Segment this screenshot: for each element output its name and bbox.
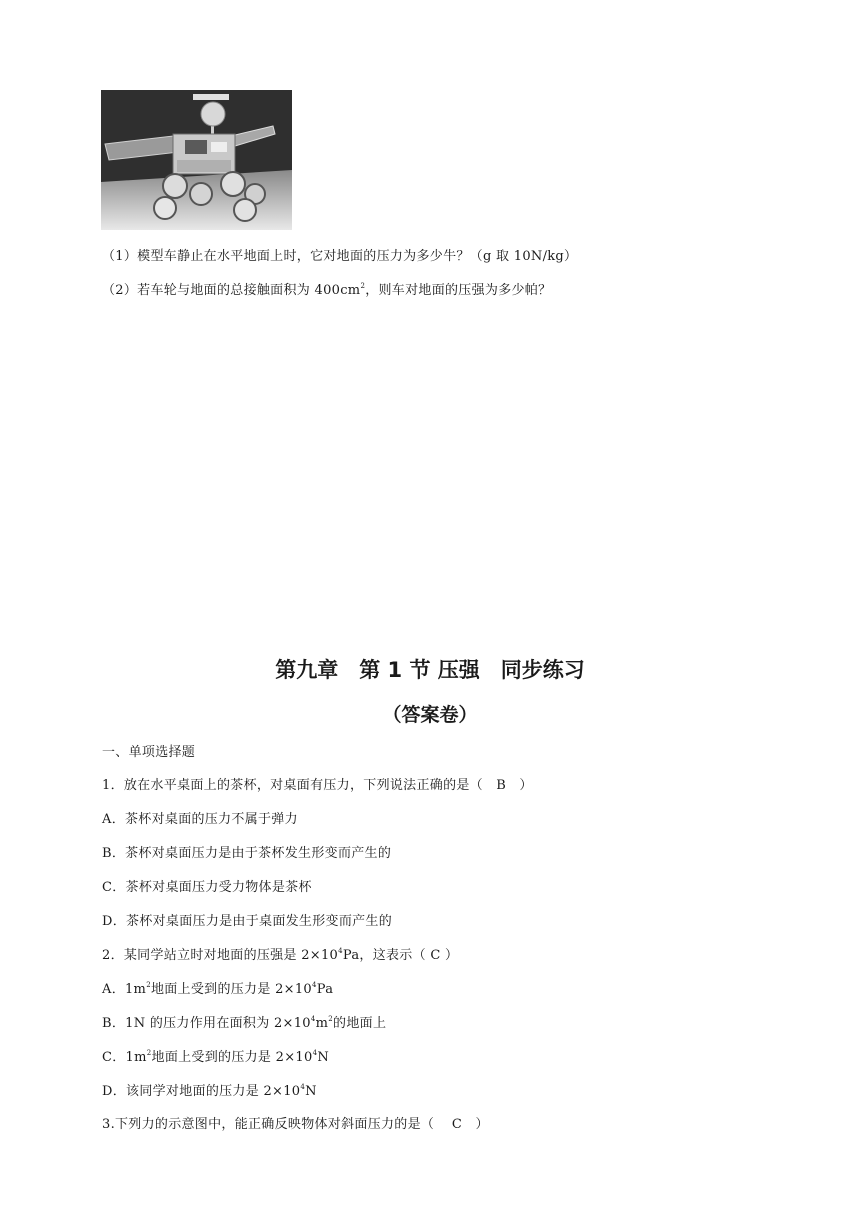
question-2-text: ，则车对地面的压强为多少帕？	[365, 283, 552, 298]
text: A．1m	[102, 982, 147, 997]
mc-question-2-stem	[102, 948, 458, 964]
text: 地面上受到的压力是 2×10	[151, 1050, 313, 1065]
lunar-rover-icon	[101, 90, 292, 230]
text: C．1m	[102, 1050, 147, 1065]
question-2-text: （2）若车轮与地面的总接触面积为 400cm	[102, 283, 361, 298]
text: 地面上受到的压力是 2×10	[150, 982, 312, 997]
mc-question-1-option-c: C．茶杯对桌面压力受力物体是茶杯	[102, 880, 312, 895]
text: m	[315, 1016, 329, 1031]
superscript: 4	[310, 1015, 316, 1023]
mc-question-2-option-a	[102, 982, 333, 998]
superscript: 4	[312, 1049, 318, 1057]
mc-question-3-stem: 3.下列力的示意图中，能正确反映物体对斜面压力的是（ C ）	[102, 1117, 489, 1132]
question-1: （1）模型车静止在水平地面上时，它对地面的压力为多少牛？（g 取 10N/kg）	[102, 249, 578, 264]
answer-sheet-subtitle: （答案卷）	[382, 704, 478, 726]
superscript: 4	[338, 947, 343, 955]
text: Pa，这表示（ C ）	[342, 948, 459, 963]
text: N	[305, 1084, 317, 1099]
mc-question-1-option-b: B．茶杯对桌面压力是由于茶杯发生形变而产生的	[102, 846, 392, 861]
mc-question-1-option-a: A．茶杯对桌面的压力不属于弹力	[102, 812, 298, 827]
text: D．该同学对地面的压力是 2×10	[102, 1084, 301, 1099]
superscript: 4	[300, 1083, 306, 1091]
answer-sheet-title: 第九章 第 1 节 压强 同步练习	[275, 658, 585, 682]
superscript: 2	[146, 1049, 152, 1057]
section-heading: 一、单项选择题	[102, 745, 196, 760]
text: N	[317, 1050, 330, 1065]
text: B．1N 的压力作用在面积为 2×10	[102, 1016, 311, 1031]
lunar-rover-photo	[101, 90, 292, 230]
mc-question-1-option-d: D．茶杯对桌面压力是由于桌面发生形变而产生的	[102, 914, 393, 929]
text: 的地面上	[333, 1016, 387, 1031]
mc-question-2-option-b	[102, 1016, 386, 1032]
mc-question-1-stem: 1．放在水平桌面上的茶杯，对桌面有压力，下列说法正确的是（ B ）	[102, 778, 533, 793]
text: Pa	[316, 982, 334, 997]
superscript: 2	[328, 1015, 334, 1023]
text: 2．某同学站立时对地面的压强是 2×10	[102, 948, 339, 963]
mc-question-2-option-c	[102, 1050, 329, 1066]
superscript: 4	[312, 981, 317, 989]
superscript: 2	[146, 981, 151, 989]
superscript: 2	[360, 282, 366, 290]
question-2	[102, 283, 551, 299]
mc-question-2-option-d	[102, 1084, 317, 1100]
